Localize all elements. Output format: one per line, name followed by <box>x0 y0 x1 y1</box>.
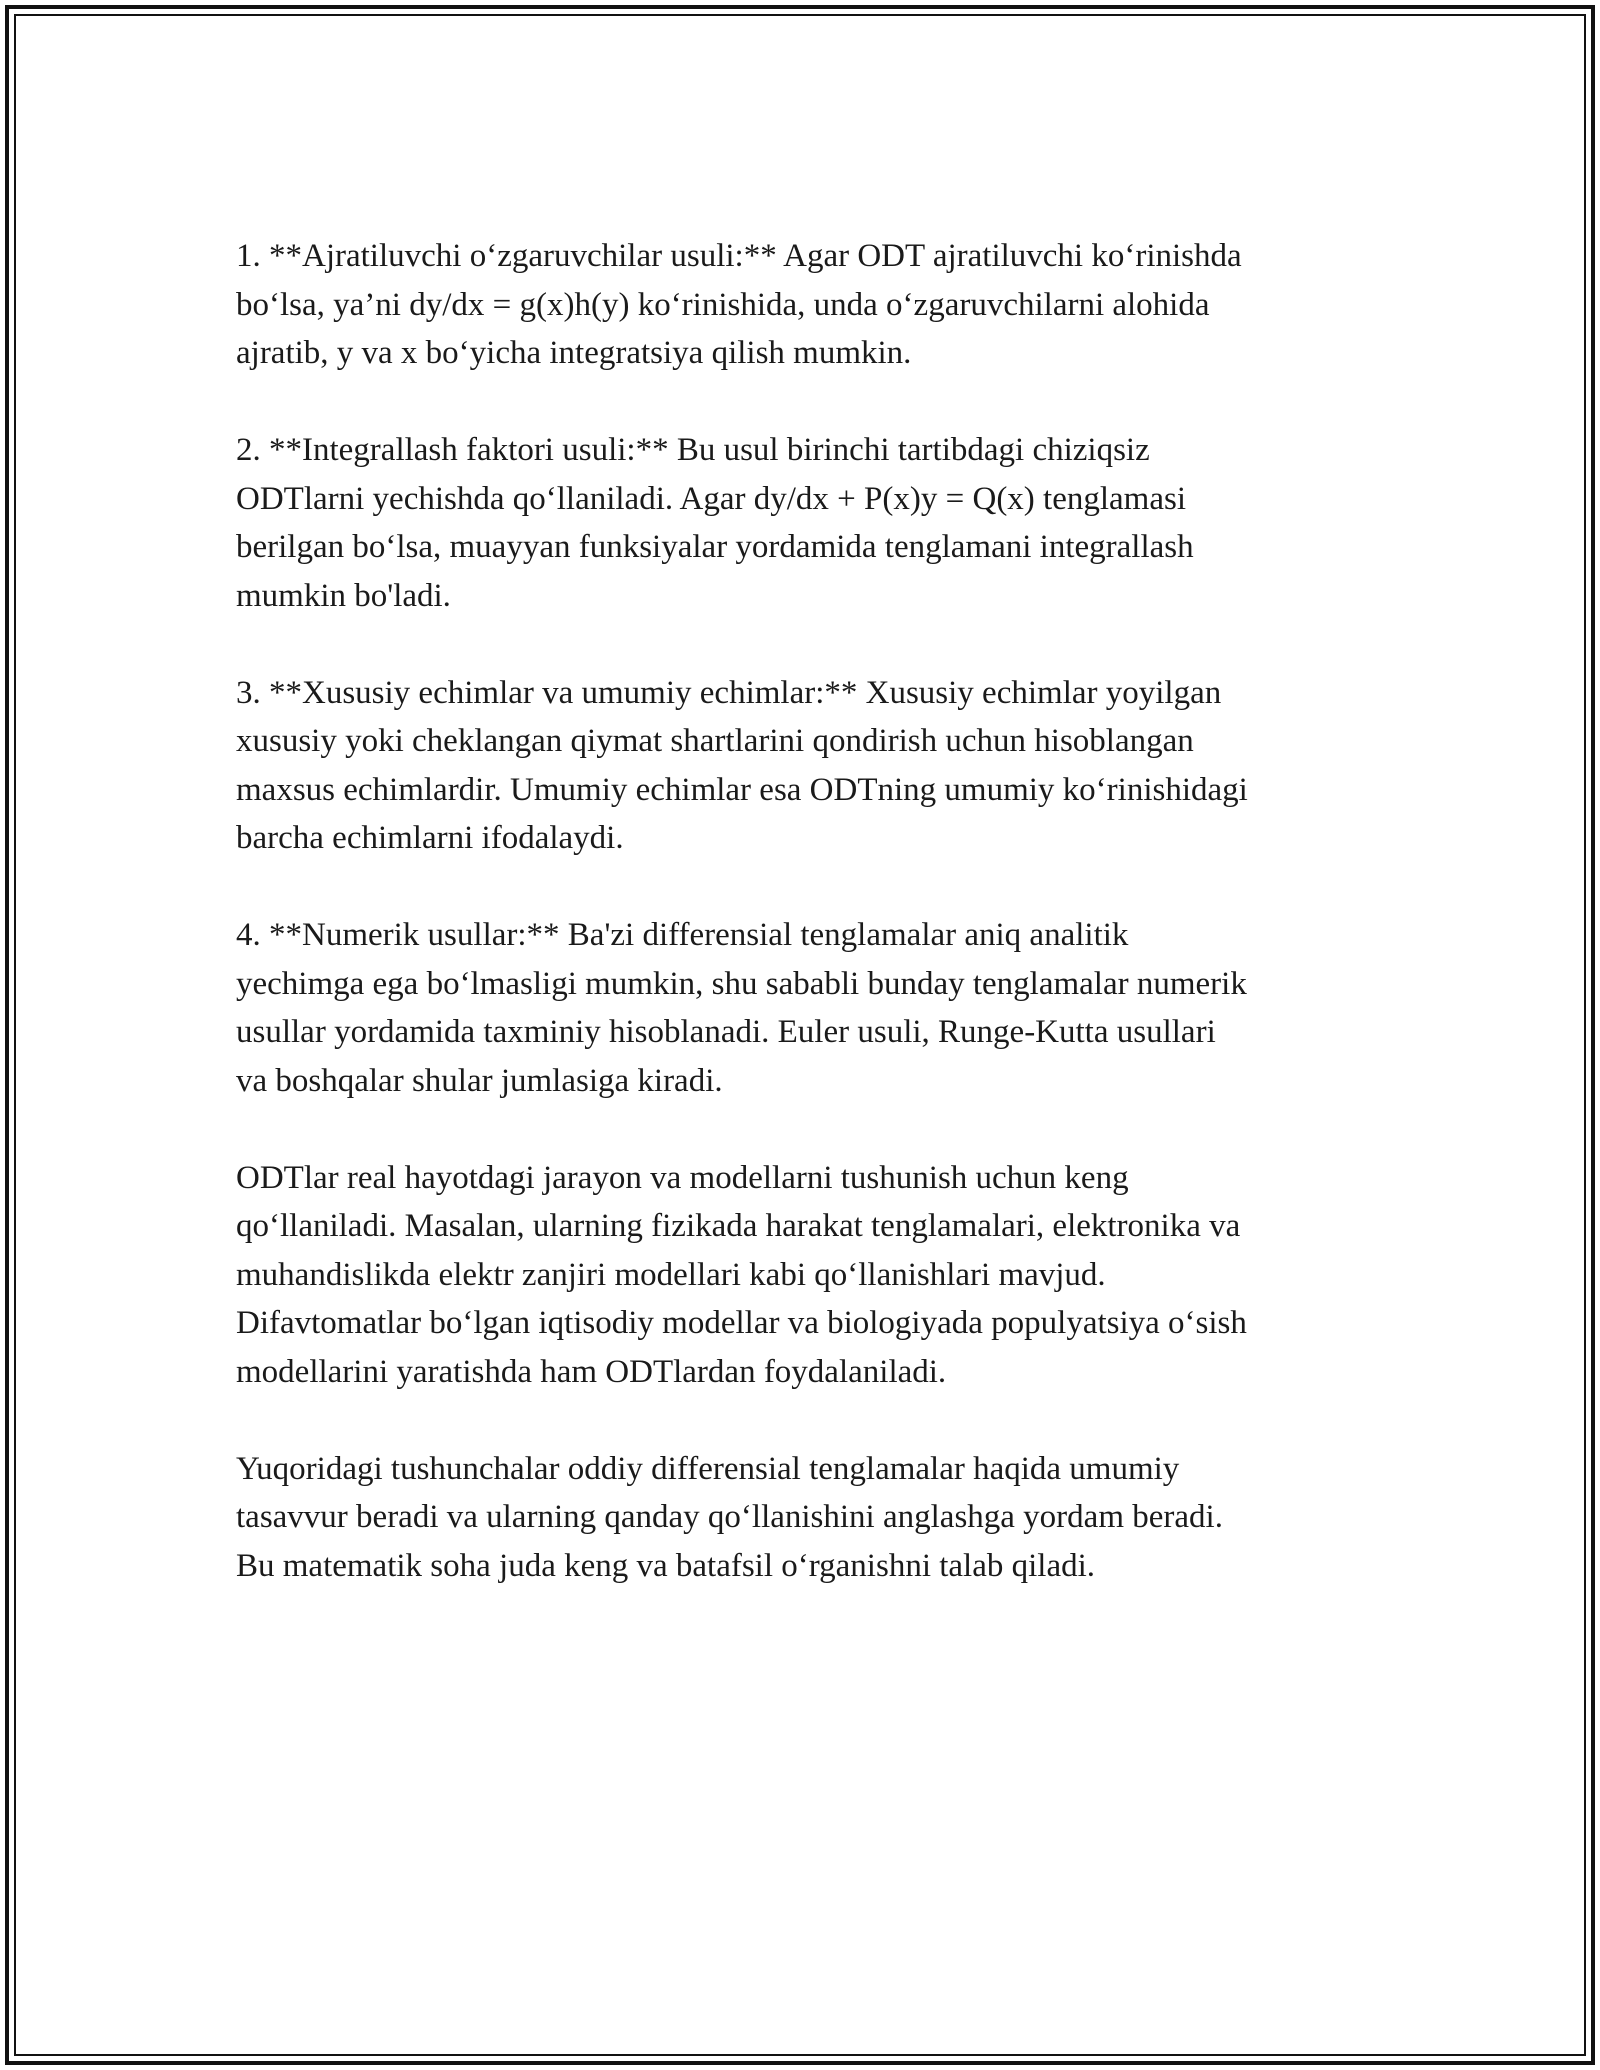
paragraph-integrating-factor: 2. **Integrallash faktori usuli:** Bu usul birinchi tartibdagi chiziqsiz ODTlarni yechishda qo‘llaniladi. Agar dy/dx + P(x)y = Q(x) tenglamasi berilgan bo‘lsa, muayyan funksiyalar yordamida tenglamani integrallash mumkin bo'ladi. <box>236 432 1194 614</box>
paragraph-applications: ODTlar real hayotdagi jarayon va modellarni tushunish uchun keng qo‘llaniladi. Masalan, ularning fizikada harakat tenglamalari, elektronika va muhandislikda elektr zanjiri modellari kabi qo‘llanishlari mavjud. Difavtomatlar bo‘lgan iqtisodiy modellar va biologiyada populyatsiya o‘sish modellarini yaratishda ham ODTlardan foydalaniladi. <box>236 1159 1247 1390</box>
paragraph-numerical-methods: 4. **Numerik usullar:** Ba'zi differensial tenglamalar aniq analitik yechimga ega bo‘lmasligi mumkin, shu sababli bunday tenglamalar numerik usullar yordamida taxminiy hisoblanadi. Euler usuli, Runge-Kutta usullari va boshqalar shular jumlasiga kiradi. <box>236 917 1247 1099</box>
document-body <box>236 232 1366 1590</box>
paragraph-particular-general-solutions: 3. **Xususiy echimlar va umumiy echimlar:** Xususiy echimlar yoyilgan xususiy yoki cheklangan qiymat shartlarini qondirish uchun hisoblangan maxsus echimlardir. Umumiy echimlar esa ODTning umumiy ko‘rinishidagi barcha echimlarni ifodalaydi. <box>236 674 1248 856</box>
paragraph-separable-variables: 1. **Ajratiluvchi o‘zgaruvchilar usuli:** Agar ODT ajratiluvchi ko‘rinishda bo‘lsa, ya’ni dy/dx = g(x)h(y) ko‘rinishida, unda o‘zgaruvchilarni alohida ajratib, y va x bo‘yicha integratsiya qilish mumkin. <box>236 238 1242 371</box>
paragraph-conclusion: Yuqoridagi tushunchalar oddiy differensial tenglamalar haqida umumiy tasavvur beradi va ularning qanday qo‘llanishini anglashga yordam beradi. Bu matematik soha juda keng va batafsil o‘rganishni talab qiladi. <box>236 1450 1223 1584</box>
